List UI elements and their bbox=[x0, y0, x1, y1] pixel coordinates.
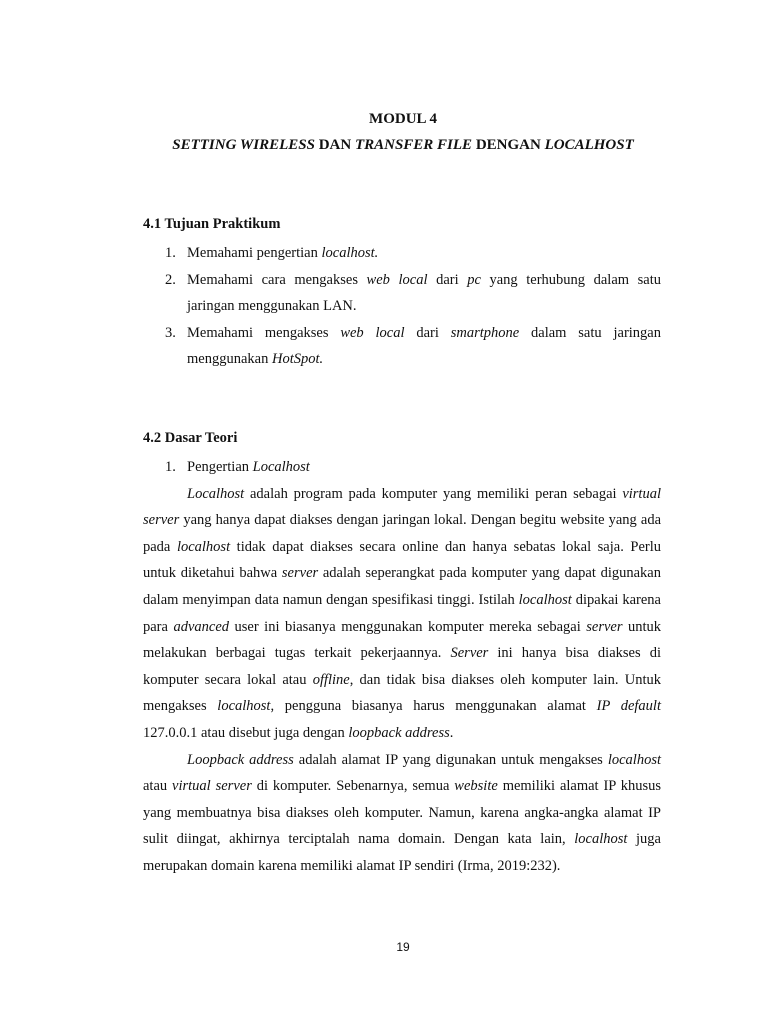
list-item bbox=[143, 267, 661, 320]
module-subtitle bbox=[0, 133, 768, 157]
italic-text: IP default bbox=[596, 698, 661, 715]
italic-text: localhost bbox=[574, 831, 628, 848]
text-run: Memahami cara mengakses bbox=[187, 271, 367, 288]
section-heading-dasar-teori: 4.2 Dasar Teori bbox=[143, 430, 238, 446]
objective-list bbox=[143, 240, 661, 373]
text-run: . bbox=[449, 724, 454, 741]
text-run: Memahami pengertian bbox=[187, 245, 322, 261]
module-title: MODUL 4 bbox=[369, 111, 437, 127]
text-run: dipakai karena para bbox=[143, 591, 661, 635]
list-item-text bbox=[187, 459, 310, 475]
text-run: juga merupakan domain karena memiliki alamat IP sendiri (Irma, 2019:232). bbox=[143, 831, 661, 874]
text-run: Pengertian bbox=[187, 459, 253, 475]
italic-text: virtual server bbox=[143, 485, 661, 529]
text-run: 127.0.0.1 atau disebut juga dengan bbox=[143, 724, 349, 741]
text-run: memiliki alamat IP khusus yang membuatnya bisa diakses oleh komputer. Namun, karena angka-angka alamat IP sulit diingat, akhirnya terciptalah nama domain. Dengan kata lain, bbox=[143, 778, 662, 848]
list-number: 3. bbox=[165, 324, 176, 341]
list-item-text bbox=[187, 325, 661, 368]
italic-text: Loopback address bbox=[187, 751, 294, 768]
paragraph-localhost bbox=[143, 481, 661, 747]
italic-text: localhost. bbox=[321, 245, 379, 261]
page-number: 19 bbox=[396, 940, 410, 954]
text-run: DAN bbox=[314, 137, 355, 153]
italic-text: localhost bbox=[607, 751, 661, 768]
italic-text: web local bbox=[366, 271, 428, 288]
text-run: dari bbox=[404, 324, 451, 341]
italic-text: localhost bbox=[217, 698, 271, 715]
text-run: tidak dapat diakses secara online dan hanya sebatas lokal saja. Perlu untuk diketahui bahwa bbox=[143, 538, 662, 582]
section-tujuan-body bbox=[143, 240, 661, 373]
text-run: di komputer. Sebenarnya, semua bbox=[251, 778, 455, 795]
list-item-text bbox=[187, 245, 378, 261]
list-number: 2. bbox=[165, 271, 176, 288]
italic-text: offline bbox=[312, 671, 350, 688]
text-run: user ini biasanya menggunakan komputer mereka sebagai bbox=[229, 618, 587, 635]
text-run: untuk melakukan berbagai tugas terkait pekerjaannya. bbox=[143, 618, 662, 662]
italic-text: LOCALHOST bbox=[544, 137, 634, 153]
title-block bbox=[0, 107, 768, 157]
text-run: DENGAN bbox=[472, 137, 545, 153]
text-run: adalah alamat IP yang digunakan untuk mengakses bbox=[293, 751, 608, 768]
text-run: adalah program pada komputer yang memiliki peran sebagai bbox=[244, 485, 623, 502]
text-run: atau bbox=[143, 778, 173, 795]
text-run: , pengguna biasanya harus menggunakan alamat bbox=[270, 698, 597, 715]
italic-text: virtual server bbox=[172, 778, 252, 795]
italic-text: localhost bbox=[518, 591, 572, 608]
list-item bbox=[143, 240, 661, 267]
list-number: 1. bbox=[165, 459, 176, 475]
theory-list bbox=[143, 454, 661, 481]
list-item-text bbox=[187, 272, 661, 315]
italic-text: SETTING WIRELESS bbox=[172, 137, 315, 153]
text-run: yang hanya dapat diakses dengan jaringan lokal. Dengan begitu website yang ada pada bbox=[143, 512, 661, 555]
list-item bbox=[143, 454, 661, 481]
text-run: Memahami mengakses bbox=[187, 324, 341, 341]
text-run: adalah seperangkat pada komputer yang dapat digunakan dalam menyimpan data namun dengan spesifikasi tinggi. Istilah bbox=[143, 565, 661, 608]
italic-text: HotSpot. bbox=[271, 351, 324, 368]
italic-text: smartphone bbox=[450, 324, 520, 341]
italic-text: Localhost bbox=[187, 485, 245, 502]
italic-text: TRANSFER FILE bbox=[354, 137, 473, 153]
list-item bbox=[143, 320, 661, 373]
paragraph-loopback bbox=[143, 747, 661, 880]
italic-text: website bbox=[454, 778, 498, 795]
italic-text: advanced bbox=[173, 618, 230, 635]
text-run: ini hanya bisa diakses di komputer secara lokal atau bbox=[143, 645, 661, 688]
italic-text: web local bbox=[340, 324, 405, 341]
text-run: yang terhubung dalam satu jaringan menggunakan LAN. bbox=[187, 271, 661, 315]
text-run: , dan tidak bisa diakses oleh komputer lain. Untuk mengakses bbox=[143, 671, 661, 715]
text-run: dalam satu jaringan menggunakan bbox=[187, 324, 661, 368]
list-number: 1. bbox=[165, 245, 176, 261]
section-heading-tujuan: 4.1 Tujuan Praktikum bbox=[143, 216, 281, 232]
italic-text: pc bbox=[467, 271, 481, 288]
italic-text: localhost bbox=[176, 538, 231, 555]
italic-text: server bbox=[586, 618, 623, 635]
italic-text: Server bbox=[450, 645, 489, 662]
section-dasar-teori-body bbox=[143, 454, 661, 880]
text-run: dari bbox=[427, 271, 468, 288]
italic-text: Localhost bbox=[252, 459, 310, 475]
italic-text: server bbox=[281, 565, 319, 582]
italic-text: loopback address bbox=[348, 724, 450, 741]
